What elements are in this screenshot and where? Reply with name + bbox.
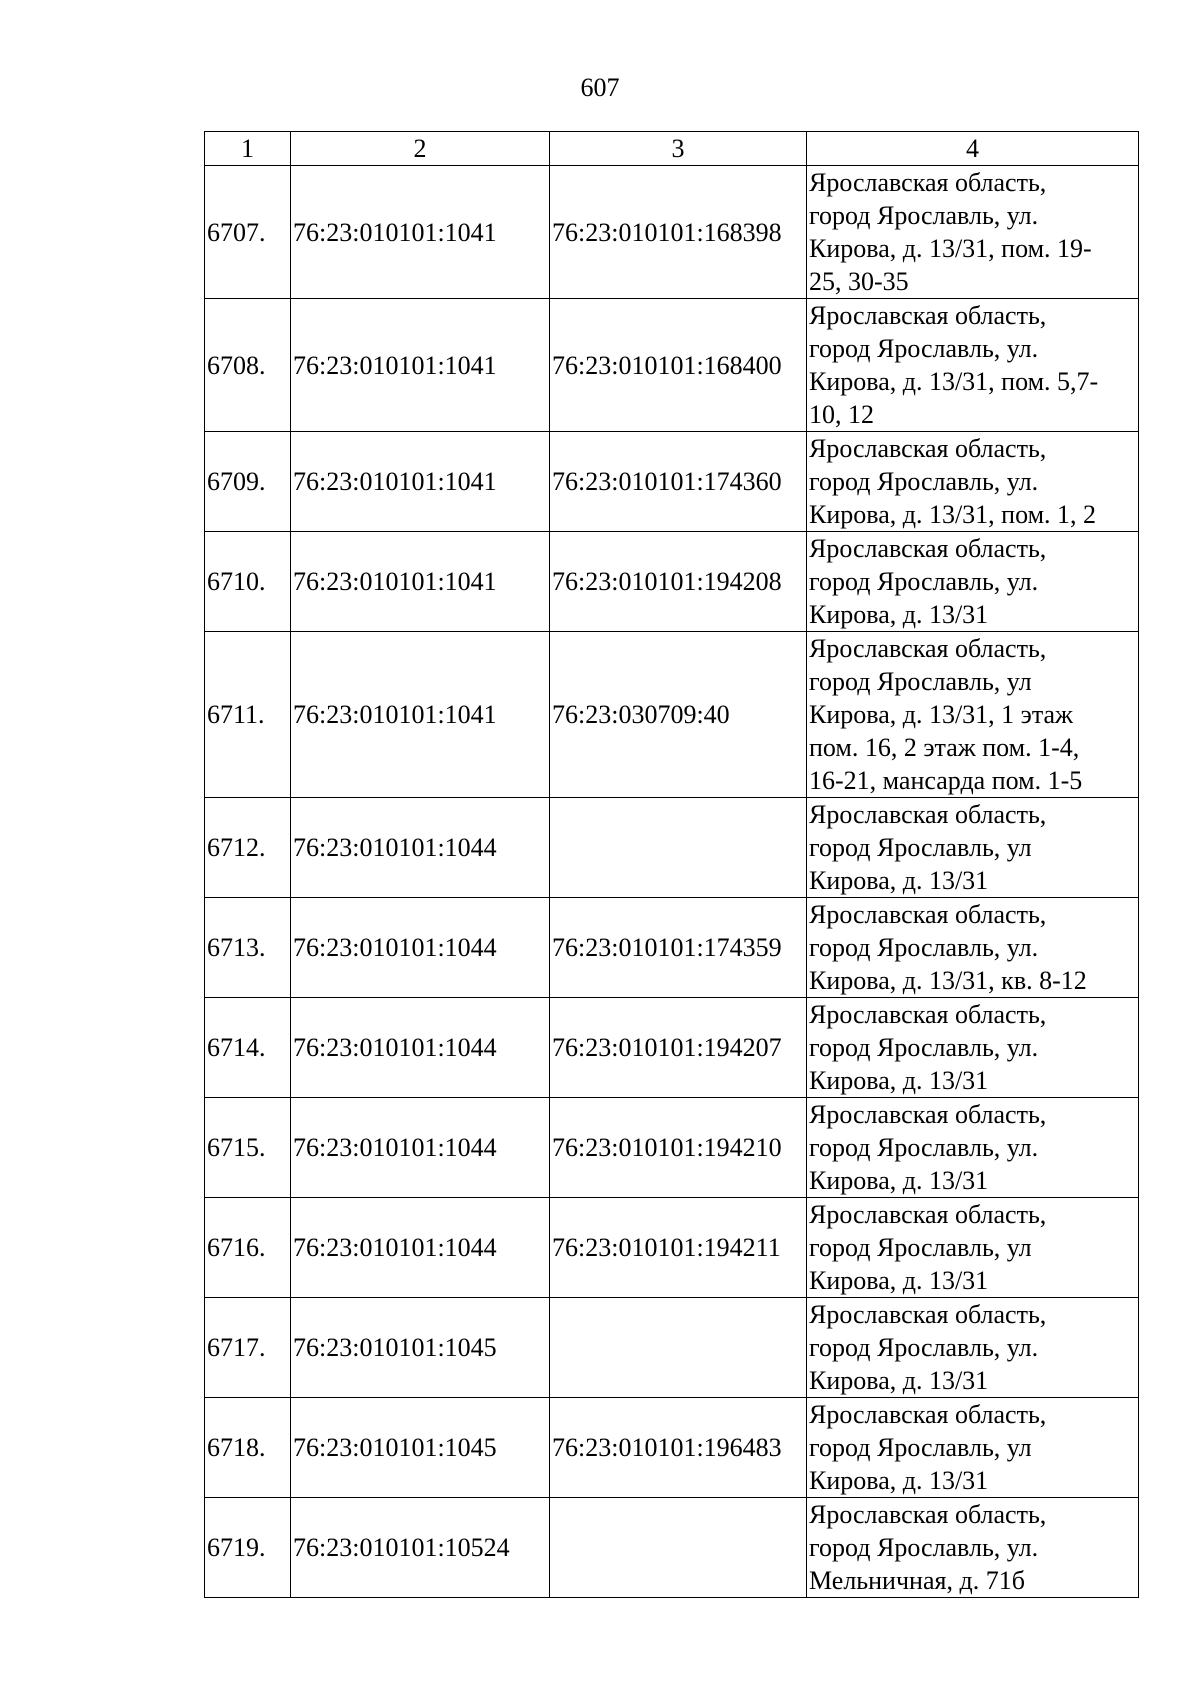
address-line: Кирова, д. 13/31 — [809, 1166, 989, 1195]
column-header-1: 1 — [205, 132, 291, 166]
address-cell — [807, 632, 1139, 798]
address-line: 25, 30-35 — [809, 267, 909, 296]
address-line: город Ярославль, ул. — [809, 467, 1039, 496]
address-cell — [807, 1398, 1139, 1498]
page-number: 607 — [580, 73, 620, 102]
address-line: Кирова, д. 13/31 — [809, 866, 989, 895]
address-line: город Ярославль, ул. — [809, 567, 1039, 596]
address-line: Кирова, д. 13/31 — [809, 1066, 989, 1095]
table-row — [205, 632, 1139, 798]
table-row — [205, 432, 1139, 532]
address-cell — [807, 299, 1139, 432]
address-cell — [807, 1298, 1139, 1398]
row-number-cell: 6717. — [205, 1298, 291, 1398]
address-line: Кирова, д. 13/31 — [809, 600, 989, 629]
address-line: Кирова, д. 13/31 — [809, 1366, 989, 1395]
object-cadastral-number-cell: 76:23:010101:174360 — [550, 432, 807, 532]
address-line: Кирова, д. 13/31, 1 этаж — [809, 700, 1074, 729]
address-line: пом. 16, 2 этаж пом. 1-4, — [809, 733, 1080, 762]
address-line: Кирова, д. 13/31, пом. 5,7- — [809, 367, 1099, 396]
address-line: Кирова, д. 13/31, кв. 8-12 — [809, 966, 1087, 995]
cadastral-number-cell: 76:23:010101:1041 — [291, 166, 550, 299]
address-line: город Ярославль, ул. — [809, 334, 1039, 363]
address-cell — [807, 166, 1139, 299]
address-line: Ярославская область, — [809, 1200, 1047, 1229]
table-row — [205, 798, 1139, 898]
cadastral-number-cell: 76:23:010101:1044 — [291, 898, 550, 998]
address-line: Ярославская область, — [809, 1100, 1047, 1129]
cadastral-number-cell: 76:23:010101:1045 — [291, 1298, 550, 1398]
row-number-cell: 6708. — [205, 299, 291, 432]
table-row — [205, 1498, 1139, 1598]
address-line: Ярославская область, — [809, 800, 1047, 829]
address-line: Кирова, д. 13/31, пом. 1, 2 — [809, 500, 1097, 529]
table-row — [205, 1398, 1139, 1498]
address-line: Ярославская область, — [809, 634, 1047, 663]
cadastral-number-cell: 76:23:010101:10524 — [291, 1498, 550, 1598]
object-cadastral-number-cell: 76:23:010101:194211 — [550, 1198, 807, 1298]
address-line: Ярославская область, — [809, 1000, 1047, 1029]
object-cadastral-number-cell: 76:23:010101:194207 — [550, 998, 807, 1098]
object-cadastral-number-cell — [550, 1298, 807, 1398]
table-row — [205, 532, 1139, 632]
address-cell — [807, 1198, 1139, 1298]
address-cell — [807, 898, 1139, 998]
table-row — [205, 1098, 1139, 1198]
row-number-cell: 6719. — [205, 1498, 291, 1598]
column-header-3: 3 — [550, 132, 807, 166]
object-cadastral-number-cell — [550, 1498, 807, 1598]
address-cell — [807, 798, 1139, 898]
object-cadastral-number-cell: 76:23:030709:40 — [550, 632, 807, 798]
table-row — [205, 1198, 1139, 1298]
address-line: Ярославская область, — [809, 900, 1047, 929]
cadastral-number-cell: 76:23:010101:1044 — [291, 1198, 550, 1298]
row-number-cell: 6709. — [205, 432, 291, 532]
table-header-row — [205, 132, 1139, 166]
object-cadastral-number-cell: 76:23:010101:194208 — [550, 532, 807, 632]
address-line: Мельничная, д. 71б — [809, 1566, 1025, 1595]
registry-table — [204, 131, 1139, 1598]
row-number-cell: 6718. — [205, 1398, 291, 1498]
object-cadastral-number-cell: 76:23:010101:174359 — [550, 898, 807, 998]
address-cell — [807, 1498, 1139, 1598]
row-number-cell: 6712. — [205, 798, 291, 898]
address-line: город Ярославль, ул. — [809, 1333, 1039, 1362]
object-cadastral-number-cell — [550, 798, 807, 898]
cadastral-number-cell: 76:23:010101:1044 — [291, 798, 550, 898]
row-number-cell: 6707. — [205, 166, 291, 299]
address-line: Ярославская область, — [809, 434, 1047, 463]
row-number-cell: 6716. — [205, 1198, 291, 1298]
address-line: Кирова, д. 13/31 — [809, 1466, 989, 1495]
address-cell — [807, 532, 1139, 632]
cadastral-number-cell: 76:23:010101:1044 — [291, 1098, 550, 1198]
address-line: Кирова, д. 13/31, пом. 19- — [809, 234, 1092, 263]
row-number-cell: 6715. — [205, 1098, 291, 1198]
address-line: Ярославская область, — [809, 301, 1047, 330]
cadastral-number-cell: 76:23:010101:1041 — [291, 432, 550, 532]
address-line: Кирова, д. 13/31 — [809, 1266, 989, 1295]
address-cell — [807, 1098, 1139, 1198]
address-line: 10, 12 — [809, 400, 874, 429]
address-line: Ярославская область, — [809, 534, 1047, 563]
column-header-4: 4 — [807, 132, 1139, 166]
address-line: город Ярославль, ул. — [809, 1033, 1039, 1062]
address-line: город Ярославль, ул. — [809, 201, 1039, 230]
address-line: 16-21, мансарда пом. 1-5 — [809, 766, 1083, 795]
table-row — [205, 299, 1139, 432]
table-row — [205, 998, 1139, 1098]
address-line: город Ярославль, ул. — [809, 1533, 1039, 1562]
address-line: Ярославская область, — [809, 1300, 1047, 1329]
object-cadastral-number-cell: 76:23:010101:194210 — [550, 1098, 807, 1198]
address-line: город Ярославль, ул — [809, 833, 1032, 862]
address-line: Ярославская область, — [809, 1500, 1047, 1529]
row-number-cell: 6714. — [205, 998, 291, 1098]
cadastral-number-cell: 76:23:010101:1044 — [291, 998, 550, 1098]
address-line: Ярославская область, — [809, 168, 1047, 197]
table-row — [205, 166, 1139, 299]
row-number-cell: 6711. — [205, 632, 291, 798]
table-body — [205, 166, 1139, 1598]
column-header-2: 2 — [291, 132, 550, 166]
address-cell — [807, 432, 1139, 532]
address-line: город Ярославль, ул — [809, 667, 1032, 696]
cadastral-number-cell: 76:23:010101:1041 — [291, 532, 550, 632]
address-line: город Ярославль, ул. — [809, 1133, 1039, 1162]
table-row — [205, 898, 1139, 998]
table-row — [205, 1298, 1139, 1398]
cadastral-number-cell: 76:23:010101:1041 — [291, 632, 550, 798]
object-cadastral-number-cell: 76:23:010101:196483 — [550, 1398, 807, 1498]
cadastral-number-cell: 76:23:010101:1041 — [291, 299, 550, 432]
object-cadastral-number-cell: 76:23:010101:168398 — [550, 166, 807, 299]
address-line: город Ярославль, ул. — [809, 933, 1039, 962]
address-cell — [807, 998, 1139, 1098]
address-line: город Ярославль, ул — [809, 1233, 1032, 1262]
object-cadastral-number-cell: 76:23:010101:168400 — [550, 299, 807, 432]
address-line: Ярославская область, — [809, 1400, 1047, 1429]
address-line: город Ярославль, ул — [809, 1433, 1032, 1462]
row-number-cell: 6710. — [205, 532, 291, 632]
cadastral-number-cell: 76:23:010101:1045 — [291, 1398, 550, 1498]
row-number-cell: 6713. — [205, 898, 291, 998]
